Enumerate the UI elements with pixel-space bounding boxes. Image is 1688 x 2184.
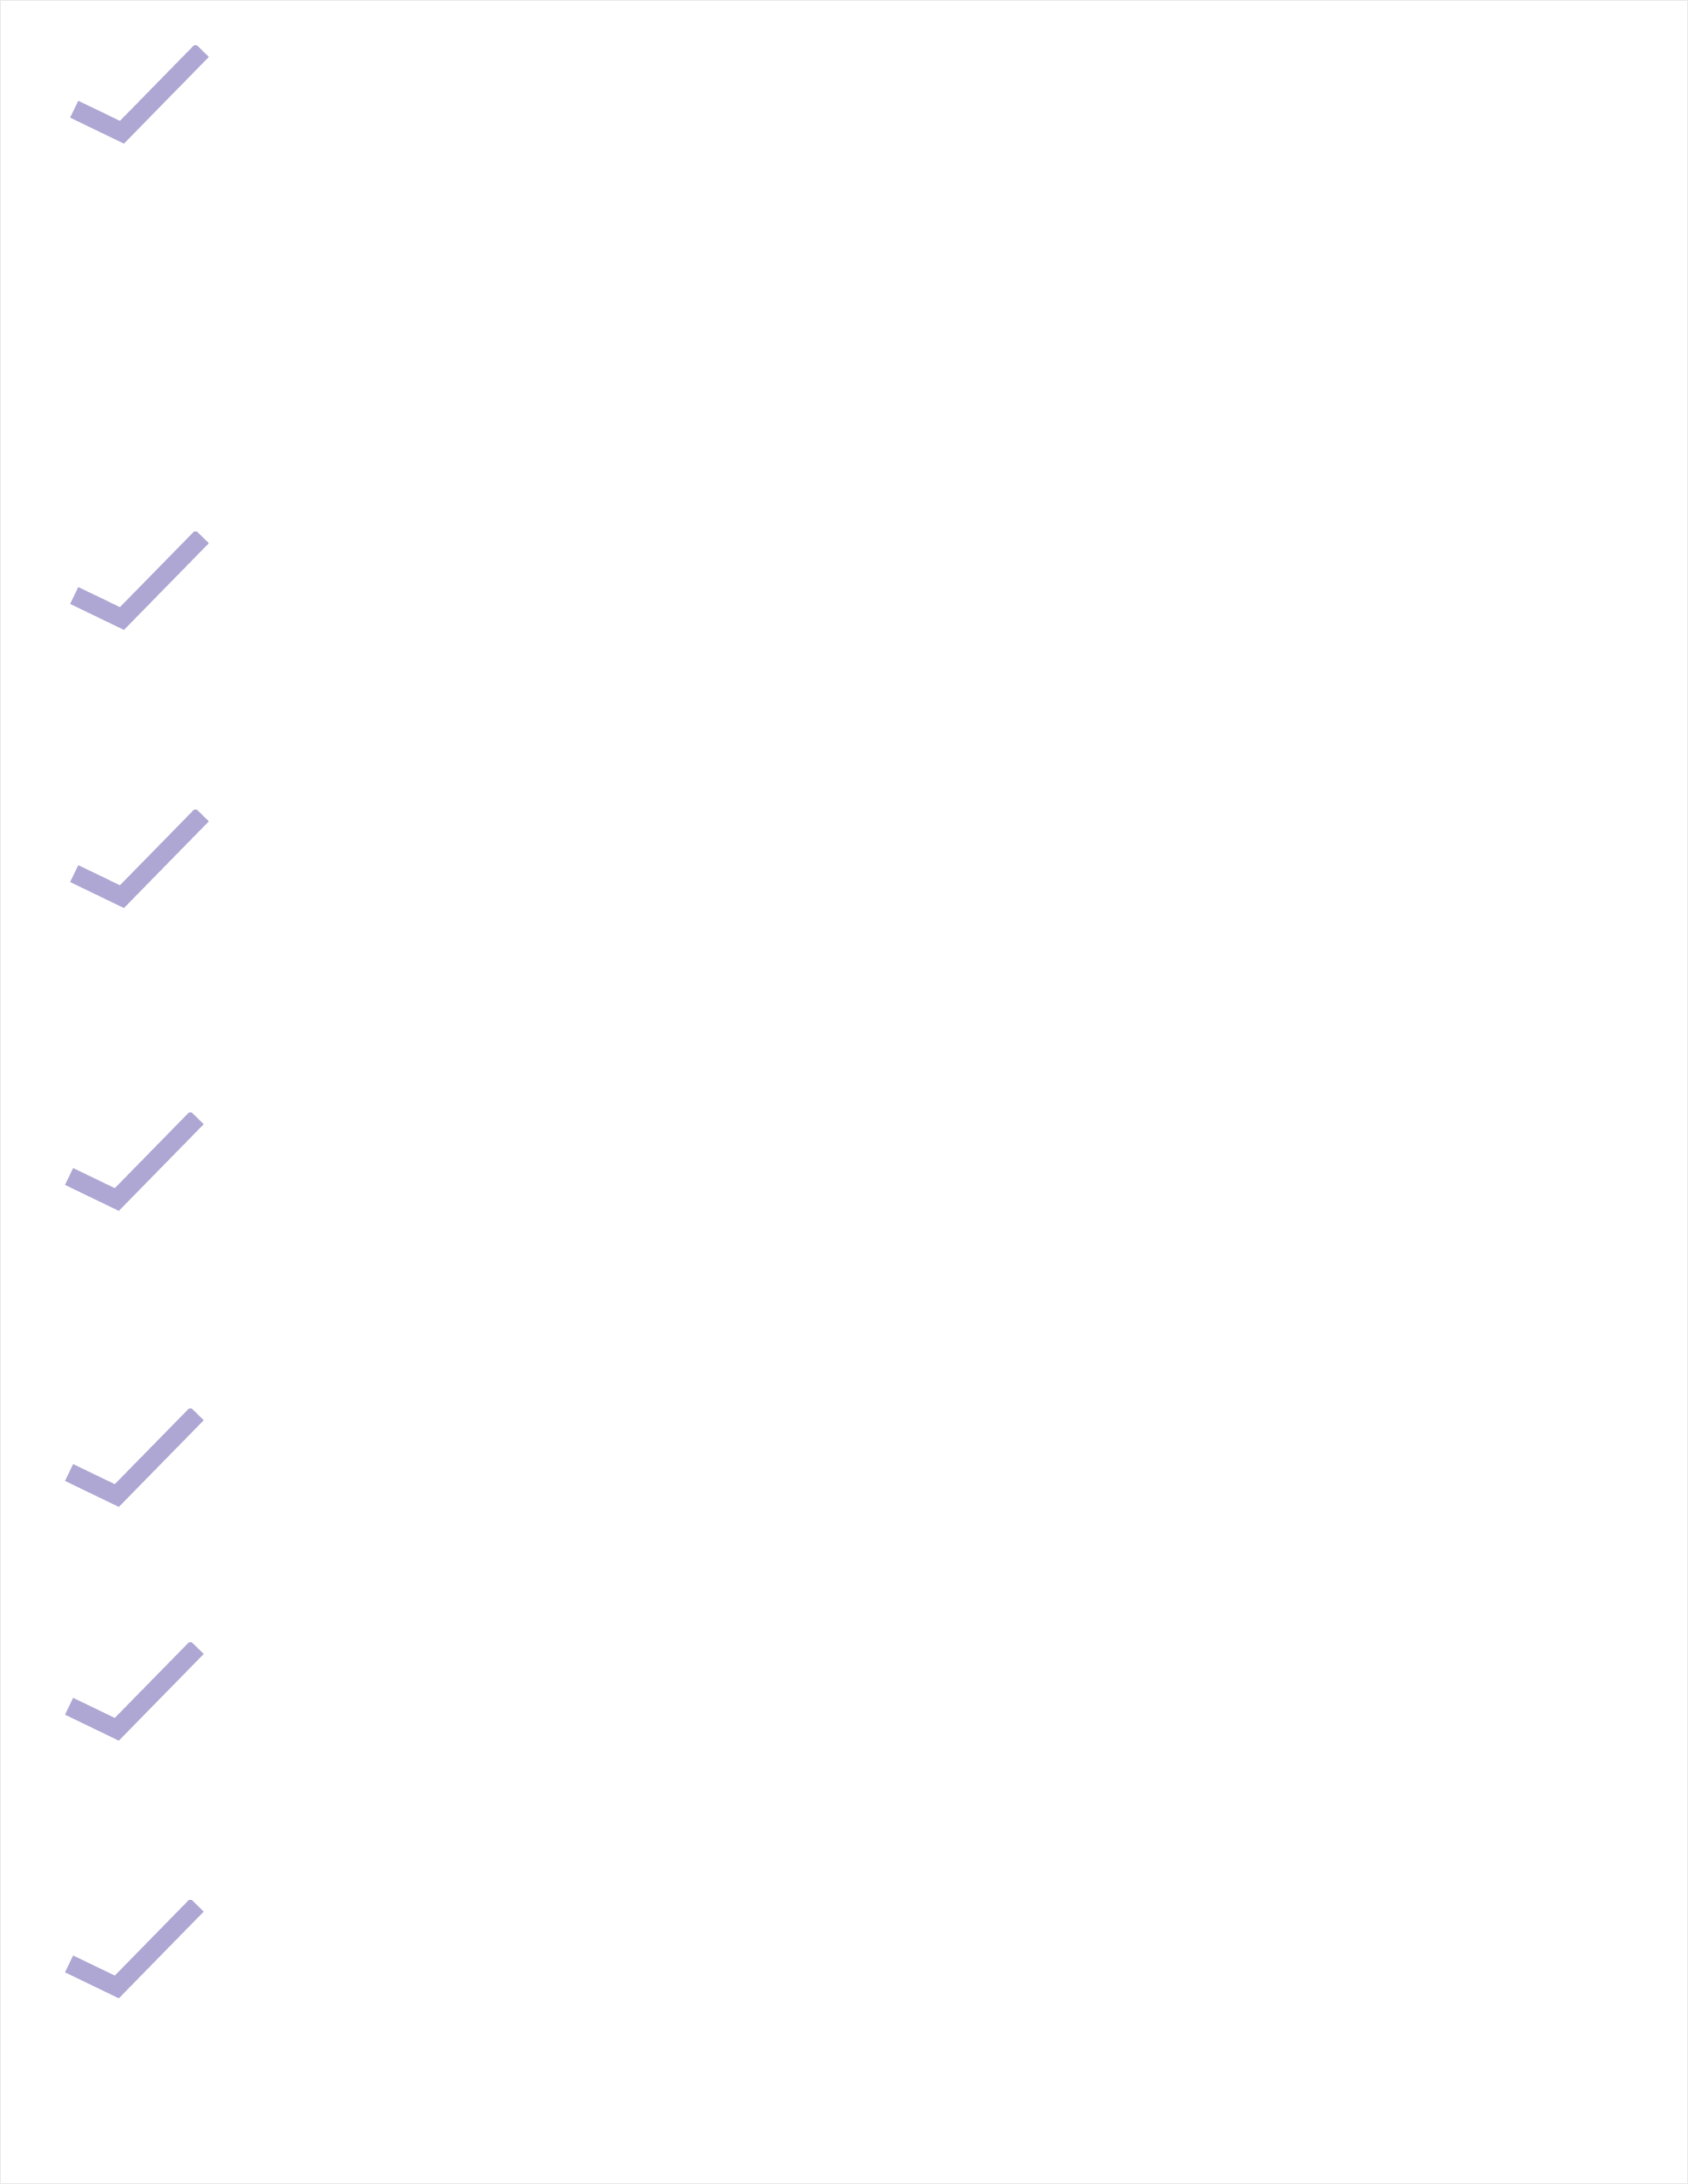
check-icon bbox=[62, 1642, 212, 1753]
check-icon bbox=[62, 1900, 212, 2011]
check-icon bbox=[67, 531, 217, 642]
check-icon bbox=[62, 1112, 212, 1223]
check-icon bbox=[67, 810, 217, 921]
check-icon bbox=[67, 45, 217, 156]
check-icon bbox=[62, 1409, 212, 1519]
